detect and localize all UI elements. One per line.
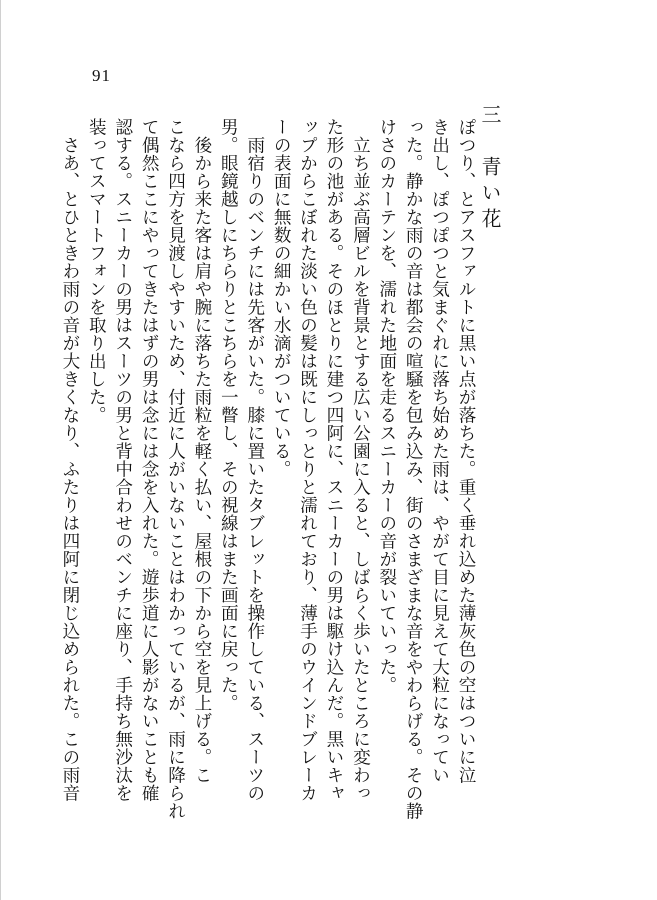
text-line: 認する。スニーカーの男はスーツの男と背中合わせのベンチに座り、手持ち無沙汰を — [112, 118, 133, 802]
text-line: こなら四方を見渡しやすいため、付近に人がいないことはわかっているが、雨に降られ — [165, 118, 186, 820]
text-line: 立ち並ぶ高層ビルを背景とする広い公園に入ると、しばらく歩いたところに変わっ — [350, 118, 371, 802]
text-line: 雨宿りのベンチには先客がいた。膝に置いたタブレットを操作している、スーツの — [244, 118, 265, 802]
text-line: さあ、とひときわ雨の音が大きくなり、ふたりは四阿に閉じ込められた。この雨音 — [59, 118, 80, 802]
text-line: 装ってスマートフォンを取り出した。 — [86, 118, 107, 424]
text-line: ップからこぼれた淡い色の髪は既にしっとりと濡れており、薄手のウインドブレーカ — [297, 118, 318, 802]
text-line: ぽつり、とアスファルトに黒い点が落ちた。重く垂れ込めた薄灰色の空はついに泣 — [456, 118, 476, 784]
text-line: けさのカーテンを、濡れた地面を走るスニーカーの音が裂いていった。 — [376, 118, 397, 694]
chapter-title: 三 青い花 — [478, 104, 502, 234]
text-line: 男。眼鏡越しにちらりとこちらを一瞥し、その視線はまた画面に戻った。 — [218, 118, 239, 712]
text-line: った。静かな雨の音は都会の喧騒を包み込み、街のさまざまな音をやわらげる。その静 — [403, 118, 424, 820]
text-line: ーの表面に無数の細かい水滴がついている。 — [271, 118, 292, 478]
text-line: て偶然ここにやってきたはずの男は念には念を入れた。遊歩道に人影がないことも確 — [139, 118, 160, 802]
text-line: た形の池がある。そのほとりに建つ四阿に、スニーカーの男は駆け込んだ。黒いキャ — [323, 118, 344, 802]
page-number: 91 — [92, 66, 111, 85]
text-line: き出し、ぽつぽつと気まぐれに落ち始めた雨は、やがて目に見えて大粒になってい — [429, 118, 450, 784]
page-edge — [0, 0, 1, 900]
text-line: 後から来た客は肩や腕に落ちた雨粒を軽く払い、屋根の下から空を見上げる。こ — [191, 118, 212, 784]
body-text — [59, 118, 479, 820]
